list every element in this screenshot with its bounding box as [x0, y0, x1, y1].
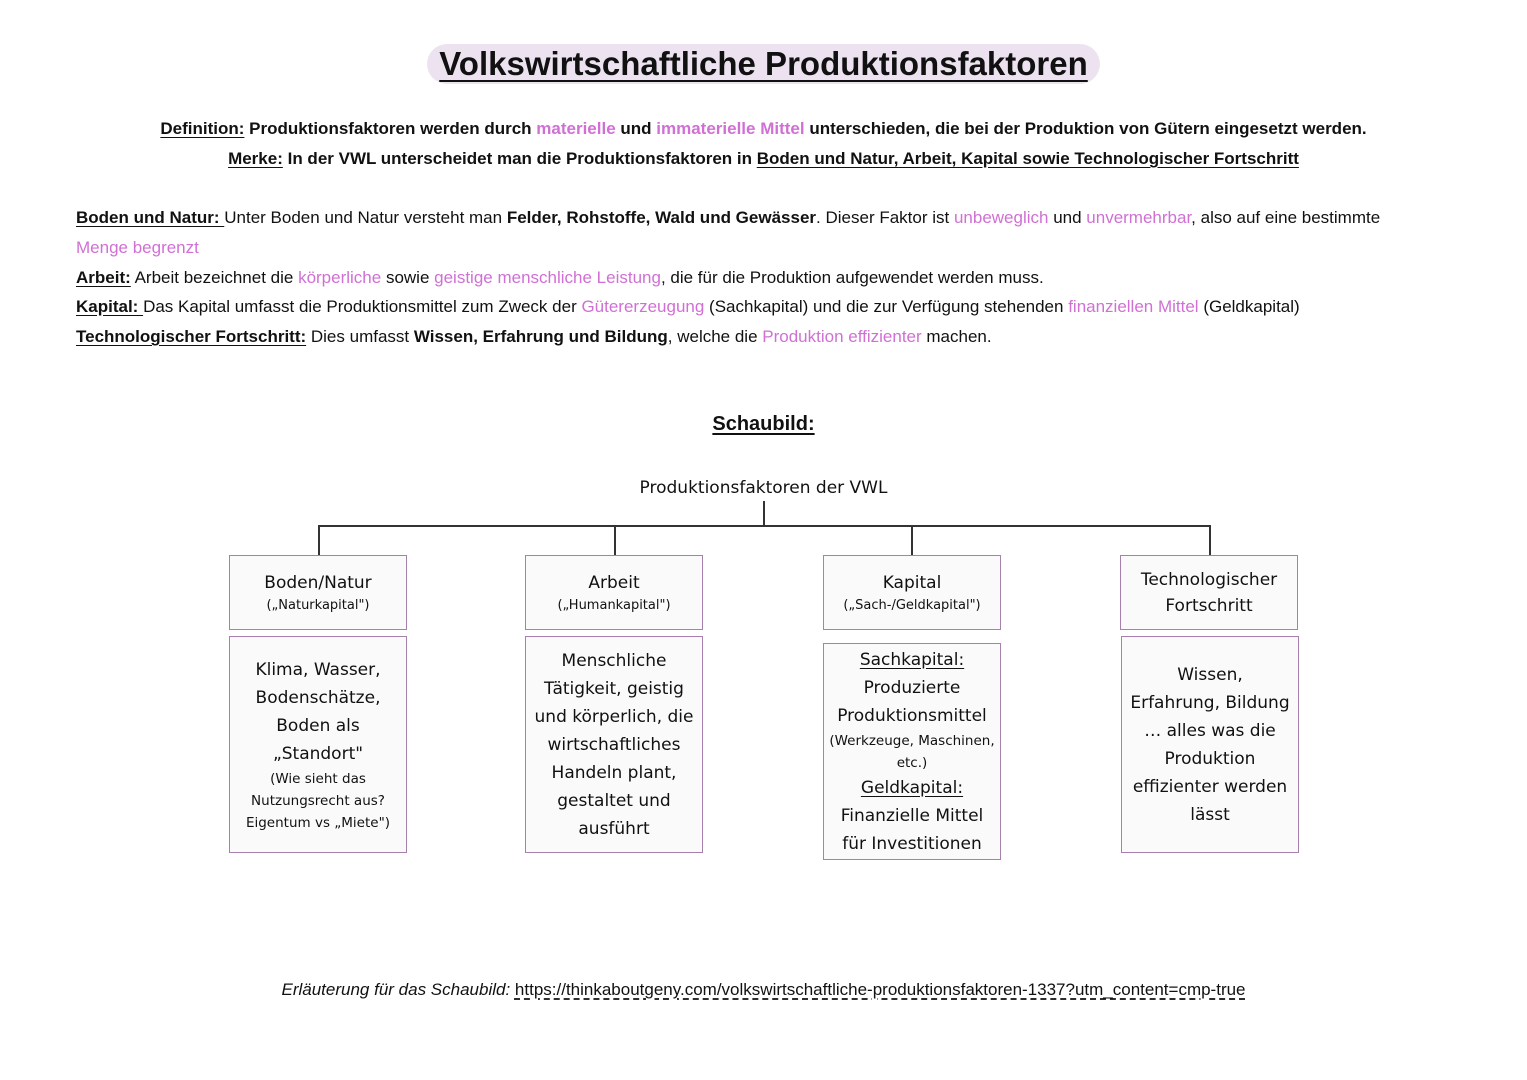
- tech-label: Technologischer Fortschritt:: [76, 327, 307, 346]
- arbeit-header-sub: („Humankapital"): [557, 597, 671, 613]
- boden-header-box: [229, 555, 407, 630]
- footer-link[interactable]: https://thinkaboutgeny.com/volkswirtschaftliche-produktionsfaktoren-1337?utm_content=cmp-true: [514, 980, 1246, 999]
- kapital-body-line: Produktionsmittel: [837, 705, 987, 726]
- kapital-line: [76, 297, 1300, 317]
- arbeit-body-line: Menschliche: [561, 650, 667, 671]
- tech-header-title-2: Fortschritt: [1165, 595, 1253, 616]
- boden-text-2: . Dieser Faktor ist: [816, 208, 954, 227]
- arbeit-body-line: und körperlich, die: [534, 706, 694, 727]
- kapital-body-line: Produzierte: [863, 677, 961, 698]
- kapital-body-note: etc.): [896, 754, 928, 771]
- boden-line-2: [76, 238, 199, 258]
- arbeit-text-3: , die für die Produktion aufgewendet werden muss.: [660, 268, 1044, 287]
- boden-body-box: [229, 636, 407, 853]
- arbeit-body-line: Handeln plant,: [551, 762, 677, 783]
- definition-highlight-immaterielle: immaterielle Mittel: [656, 119, 805, 138]
- tech-highlight-effizient: Produktion effizienter: [762, 327, 922, 346]
- kapital-text-3: (Geldkapital): [1198, 297, 1300, 316]
- boden-body-line: Klima, Wasser,: [255, 659, 381, 680]
- definition-line: [0, 119, 1527, 139]
- title-container: [0, 44, 1527, 84]
- kapital-highlight-gueter: Gütererzeugung: [581, 297, 705, 316]
- footer-label: Erläuterung für das Schaubild:: [281, 980, 511, 999]
- diagram-root-label: Produktionsfaktoren der VWL: [639, 478, 888, 498]
- kapital-header-title: Kapital: [882, 572, 942, 593]
- connector-tech: [1209, 525, 1211, 556]
- arbeit-highlight-geistig: geistige menschliche Leistung: [434, 268, 661, 287]
- connector-horizontal: [318, 525, 1211, 527]
- kapital-header-sub: („Sach-/Geldkapital"): [843, 597, 981, 613]
- tech-body-line: effizienter werden: [1132, 776, 1288, 797]
- boden-body-line: Bodenschätze,: [255, 687, 381, 708]
- arbeit-line: [76, 268, 1044, 288]
- connector-boden: [318, 525, 320, 556]
- boden-header-sub: („Naturkapital"): [266, 597, 370, 613]
- arbeit-body-line: Tätigkeit, geistig: [544, 678, 684, 699]
- boden-text-1: Unter Boden und Natur versteht man: [224, 208, 507, 227]
- boden-body-note: (Wie sieht das: [270, 770, 366, 787]
- boden-highlight-menge: Menge begrenzt: [76, 238, 199, 257]
- boden-body-line: Boden als: [276, 715, 360, 736]
- arbeit-highlight-koerperlich: körperliche: [298, 268, 382, 287]
- connector-kapital: [911, 525, 913, 556]
- connector-arbeit: [614, 525, 616, 556]
- boden-highlight-unbeweglich: unbeweglich: [953, 208, 1049, 227]
- kapital-body-line: für Investitionen: [842, 833, 982, 854]
- kapital-text-2: (Sachkapital) und die zur Verfügung stehenden: [704, 297, 1069, 316]
- arbeit-body-line: gestaltet und: [557, 790, 671, 811]
- boden-body-line: „Standort": [272, 743, 364, 764]
- footer-line: [0, 980, 1527, 1000]
- tech-body-line: … alles was die: [1144, 720, 1276, 741]
- arbeit-label: Arbeit:: [76, 268, 131, 287]
- definition-text-1: Produktionsfaktoren werden durch: [244, 119, 537, 138]
- schaubild-heading: [0, 413, 1527, 436]
- boden-text-3: und: [1048, 208, 1087, 227]
- boden-header-title: Boden/Natur: [264, 572, 372, 593]
- definition-text-2: und: [615, 119, 657, 138]
- arbeit-text-1: Arbeit bezeichnet die: [130, 268, 299, 287]
- tech-text-1: Dies umfasst: [306, 327, 414, 346]
- kapital-body-line: Finanzielle Mittel: [840, 805, 984, 826]
- boden-label: Boden und Natur:: [76, 208, 225, 227]
- merke-line: [0, 149, 1527, 169]
- tech-line: [76, 327, 992, 347]
- page-title: Volkswirtschaftliche Produktionsfaktoren: [427, 44, 1100, 84]
- schaubild-label: Schaubild:: [712, 413, 815, 435]
- connector-root: [763, 501, 765, 526]
- tech-body-line: Wissen,: [1177, 664, 1243, 685]
- tech-header-box: [1120, 555, 1298, 630]
- kapital-text-1: Das Kapital umfasst die Produktionsmittel zum Zweck der: [143, 297, 582, 316]
- merke-factors: Boden und Natur, Arbeit, Kapital sowie Technologischer Fortschritt: [756, 149, 1299, 168]
- boden-body-note: Nutzungsrecht aus?: [251, 792, 385, 809]
- definition-text-3: unterschieden, die bei der Produktion von Gütern eingesetzt werden.: [804, 119, 1367, 138]
- boden-line-1: [76, 208, 1380, 228]
- tech-text-2: , welche die: [667, 327, 763, 346]
- kapital-body-box: [823, 643, 1001, 860]
- arbeit-body-line: wirtschaftliches: [547, 734, 681, 755]
- kapital-header-box: [823, 555, 1001, 630]
- tech-text-3: machen.: [921, 327, 992, 346]
- tech-body-line: Produktion: [1164, 748, 1256, 769]
- boden-body-note: Eigentum vs „Miete"): [245, 814, 391, 831]
- definition-highlight-materielle: materielle: [536, 119, 616, 138]
- merke-label: Merke:: [228, 149, 283, 168]
- tech-body-box: [1121, 636, 1299, 853]
- boden-text-4: , also auf eine bestimmte: [1191, 208, 1381, 227]
- tech-body-line: lässt: [1190, 804, 1230, 825]
- kapital-label: Kapital:: [76, 297, 144, 316]
- boden-highlight-unvermehrbar: unvermehrbar: [1086, 208, 1192, 227]
- merke-text-1: In der VWL unterscheidet man die Produktionsfaktoren in: [282, 149, 757, 168]
- arbeit-text-2: sowie: [381, 268, 435, 287]
- kapital-highlight-finanziell: finanziellen Mittel: [1068, 297, 1199, 316]
- arbeit-body-box: [525, 636, 703, 853]
- kapital-body-sachkapital: Sachkapital:: [859, 649, 965, 670]
- arbeit-header-box: [525, 555, 703, 630]
- tech-header-title: Technologischer: [1140, 569, 1278, 590]
- tech-body-line: Erfahrung, Bildung: [1130, 692, 1290, 713]
- kapital-body-geldkapital: Geldkapital:: [860, 777, 964, 798]
- tech-bold: Wissen, Erfahrung und Bildung: [413, 327, 668, 346]
- arbeit-body-line: ausführt: [578, 818, 650, 839]
- boden-bold: Felder, Rohstoffe, Wald und Gewässer: [506, 208, 817, 227]
- kapital-body-note: (Werkzeuge, Maschinen,: [829, 732, 995, 749]
- definition-label: Definition:: [160, 119, 245, 138]
- arbeit-header-title: Arbeit: [588, 572, 640, 593]
